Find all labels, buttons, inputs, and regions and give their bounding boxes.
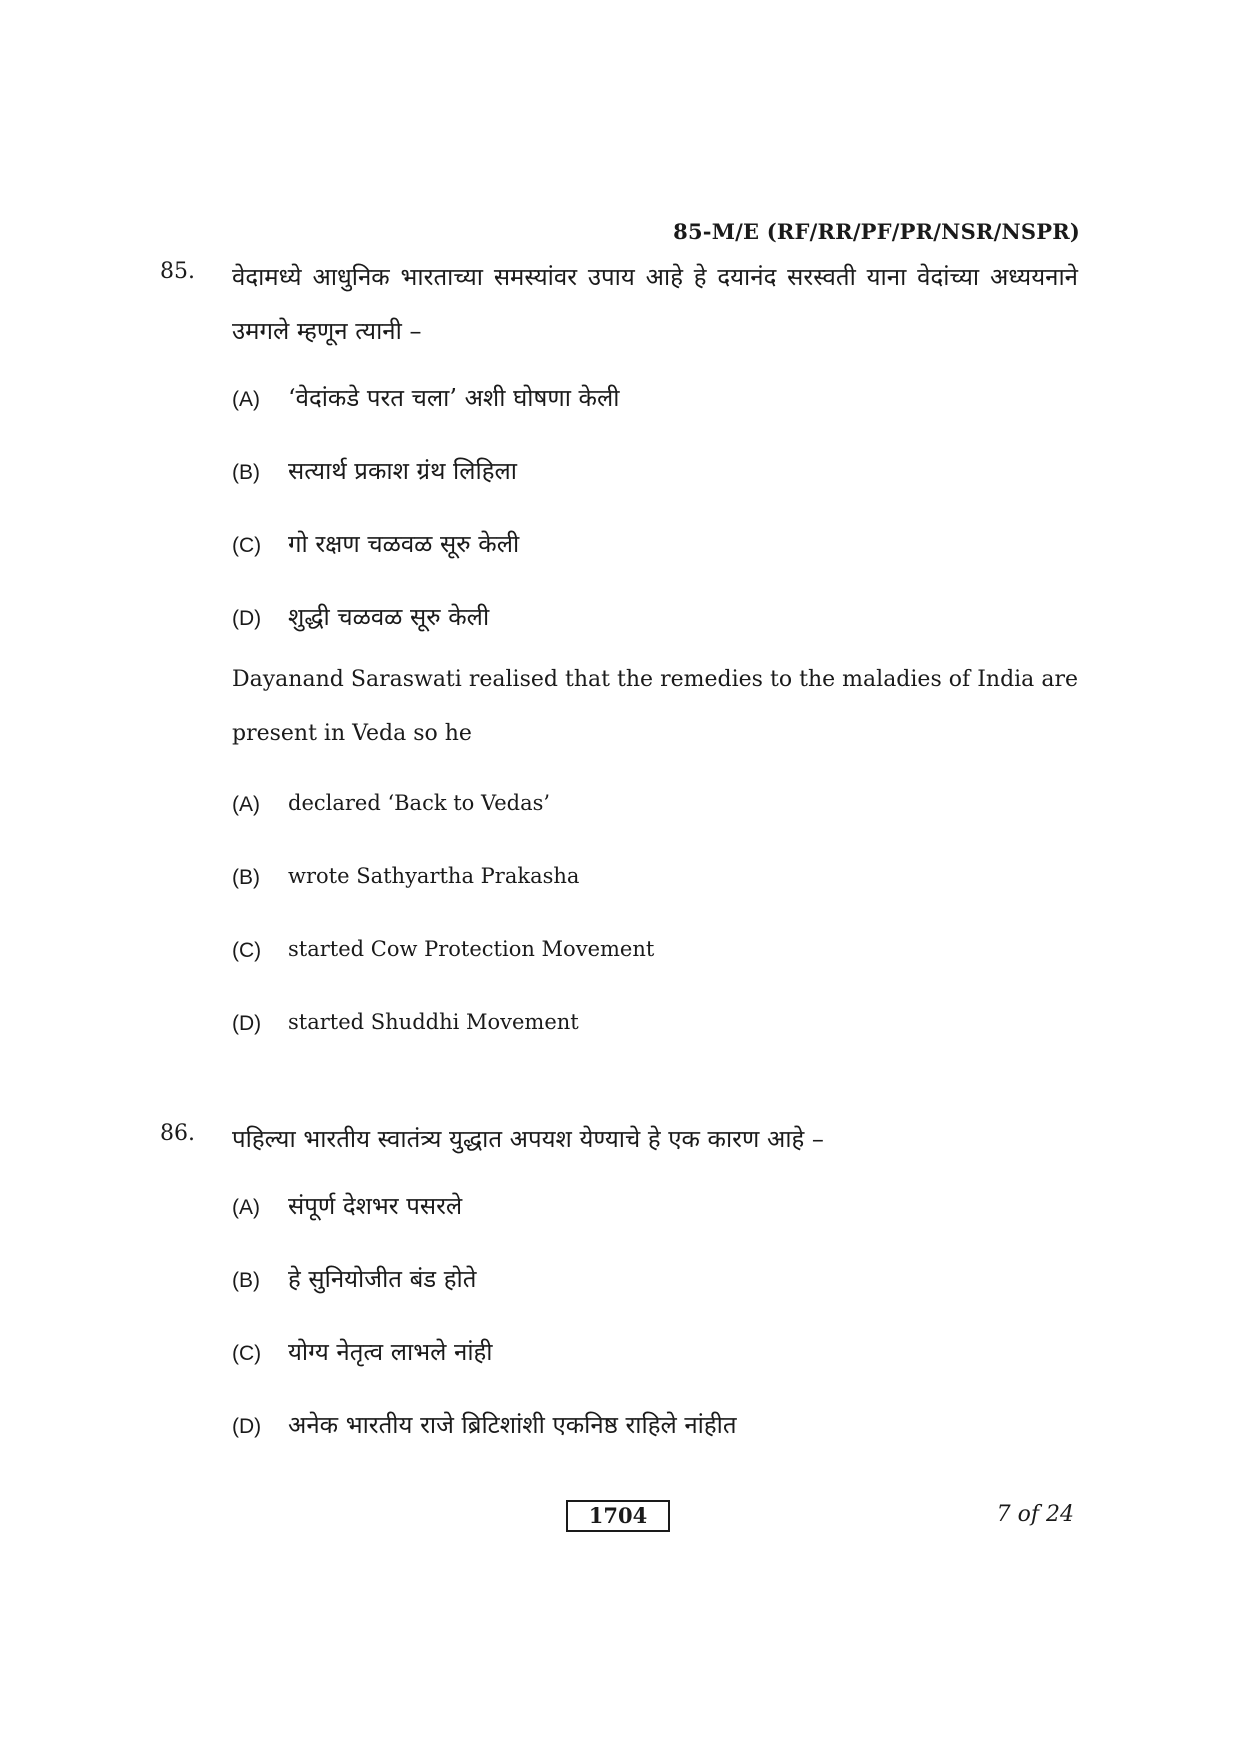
- option-text: शुद्धी चळवळ सूरु केली: [288, 603, 490, 631]
- question-text-marathi: वेदामध्ये आधुनिक भारताच्या समस्यांवर उपाय आहे हे दयानंद सरस्वती याना वेदांच्या अध्ययनाने उमगले म्हणून त्यानी –: [232, 263, 1078, 345]
- question-85: [160, 250, 1078, 1075]
- option-label: (C): [232, 1342, 262, 1365]
- question-86: [160, 1112, 1078, 1478]
- option-d-english: [232, 1002, 1078, 1075]
- option-text: wrote Sathyartha Prakasha: [288, 864, 580, 888]
- option-label: (D): [232, 607, 262, 630]
- option-b-marathi: [232, 1259, 1078, 1332]
- question-number: 86.: [160, 1121, 195, 1146]
- option-text: संपूर्ण देशभर पसरले: [288, 1192, 463, 1220]
- question-text-english: Dayanand Saraswati realised that the remedies to the maladies of India are present in Veda so he: [232, 667, 1078, 746]
- option-a-marathi: [232, 378, 1078, 451]
- option-a-marathi: [232, 1186, 1078, 1259]
- option-text: योग्य नेतृत्व लाभले नांही: [288, 1338, 493, 1366]
- option-text: हे सुनियोजीत बंड होते: [288, 1265, 477, 1293]
- option-d-marathi: [232, 1405, 1078, 1478]
- option-text: गो रक्षण चळवळ सूरु केली: [288, 530, 520, 558]
- option-label: (A): [232, 388, 260, 411]
- option-label: (A): [232, 793, 260, 816]
- option-label: (C): [232, 939, 262, 962]
- option-label: (D): [232, 1012, 262, 1035]
- option-b-marathi: [232, 451, 1078, 524]
- option-text: started Shuddhi Movement: [288, 1010, 579, 1034]
- option-text: ‘वेदांकडे परत चला’ अशी घोषणा केली: [288, 384, 620, 412]
- option-label: (D): [232, 1415, 262, 1438]
- option-label: (B): [232, 1269, 260, 1292]
- paper-code-header: 85-M/E (RF/RR/PF/PR/NSR/NSPR): [673, 219, 1080, 244]
- option-text: सत्यार्थ प्रकाश ग्रंथ लिहिला: [288, 457, 517, 485]
- option-c-marathi: [232, 524, 1078, 597]
- option-text: अनेक भारतीय राजे ब्रिटिशांशी एकनिष्ठ राहिले नांहीत: [288, 1411, 737, 1439]
- option-label: (A): [232, 1196, 260, 1219]
- option-d-marathi: [232, 597, 1078, 653]
- option-text: started Cow Protection Movement: [288, 937, 655, 961]
- page-number: 7 of 24: [996, 1502, 1074, 1527]
- booklet-code-box: 1704: [566, 1500, 670, 1532]
- question-number: 85.: [160, 259, 195, 284]
- question-text-marathi: पहिल्या भारतीय स्वातंत्र्य युद्धात अपयश येण्याचे हे एक कारण आहे –: [232, 1125, 824, 1153]
- option-b-english: [232, 856, 1078, 929]
- option-c-english: [232, 929, 1078, 1002]
- option-a-english: [232, 783, 1078, 856]
- option-label: (C): [232, 534, 262, 557]
- option-label: (B): [232, 866, 260, 889]
- option-text: declared ‘Back to Vedas’: [288, 791, 551, 815]
- option-label: (B): [232, 461, 260, 484]
- option-c-marathi: [232, 1332, 1078, 1405]
